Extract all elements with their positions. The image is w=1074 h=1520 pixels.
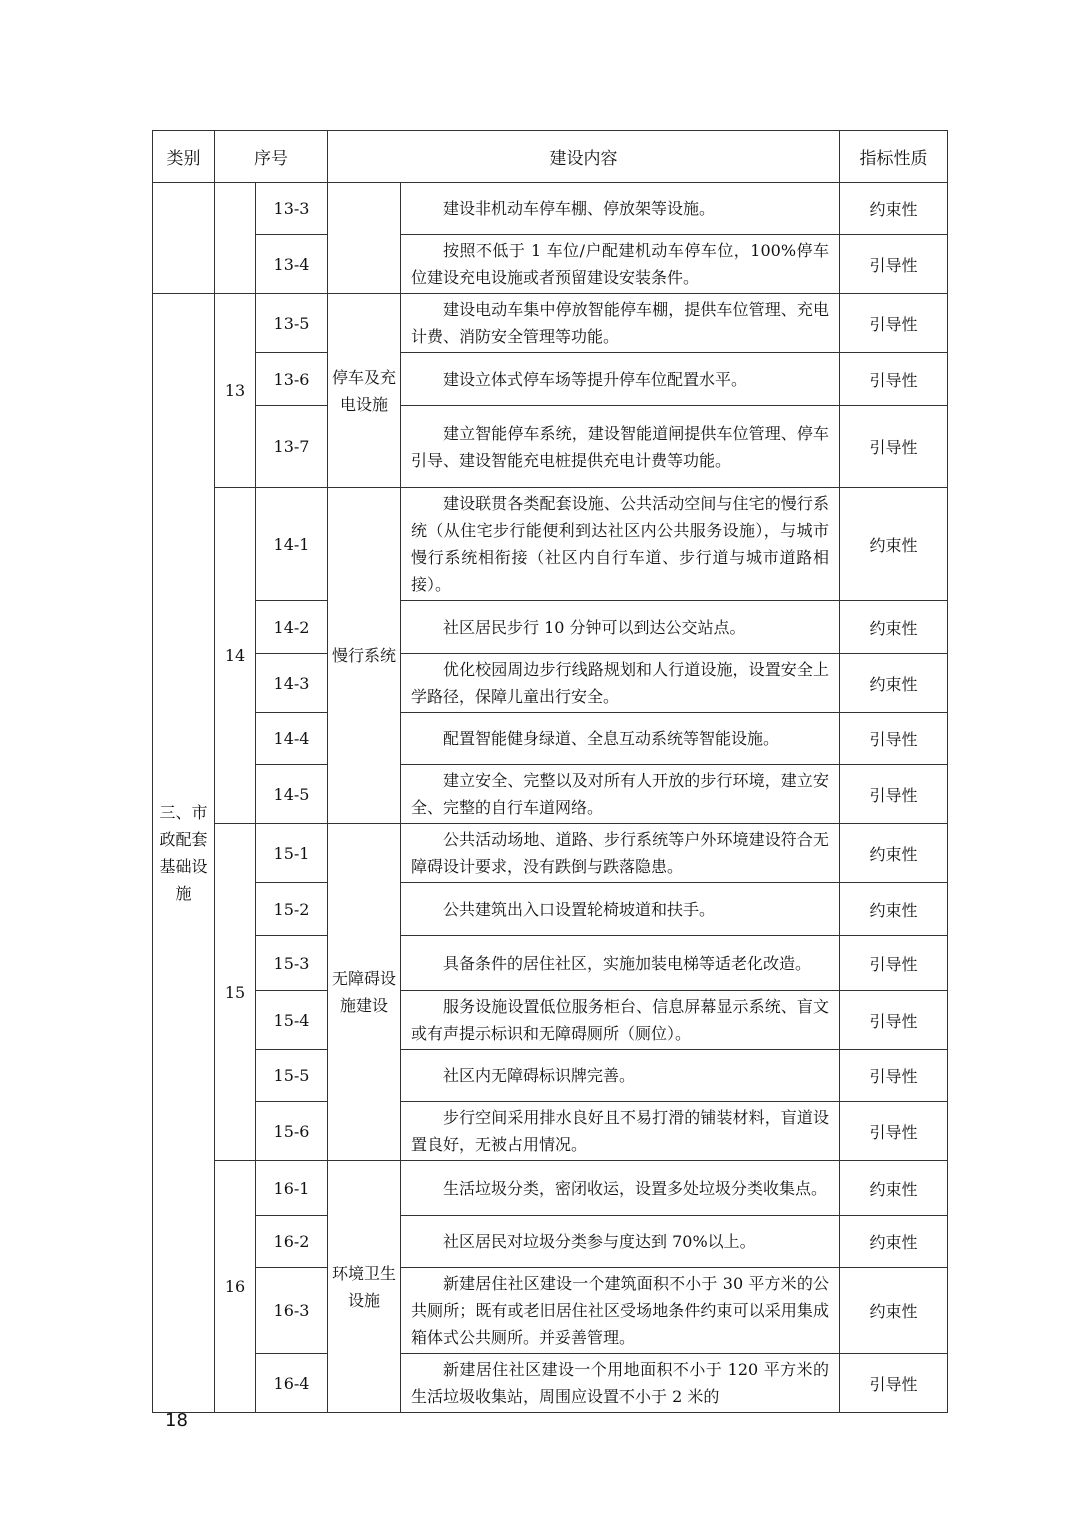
group-number: 15 [215,824,256,1161]
row-id: 13-6 [256,353,328,406]
row-id: 16-4 [256,1354,328,1413]
group-number: 13 [215,294,256,488]
row-id: 16-2 [256,1216,328,1268]
row-nature: 引导性 [840,1102,948,1161]
group-name: 无障碍设施建设 [328,824,401,1161]
standards-table [152,130,948,1413]
row-nature: 约束性 [840,654,948,713]
row-content: 步行空间采用排水良好且不易打滑的铺装材料，盲道设置良好，无被占用情况。 [401,1102,840,1161]
header-category: 类别 [153,131,215,183]
row-id: 15-3 [256,936,328,991]
row-content: 建设联贯各类配套设施、公共活动空间与住宅的慢行系统（从住宅步行能便利到达社区内公共服务设施），与城市慢行系统相衔接（社区内自行车道、步行道与城市道路相接）。 [401,488,840,601]
group-number: 14 [215,488,256,824]
category-cell: 三、市政配套基础设施 [153,294,215,1413]
table-row [153,1050,948,1102]
row-content: 社区居民步行 10 分钟可以到达公交站点。 [401,601,840,654]
row-nature: 约束性 [840,1268,948,1354]
table-row [153,824,948,883]
row-content: 公共建筑出入口设置轮椅坡道和扶手。 [401,883,840,936]
table-row [153,1354,948,1413]
row-nature: 引导性 [840,406,948,488]
row-id: 14-5 [256,765,328,824]
row-nature: 约束性 [840,1216,948,1268]
row-content: 新建居住社区建设一个用地面积不小于 120 平方米的生活垃圾收集站，周围应设置不小于 2 米的 [401,1354,840,1413]
row-content: 社区内无障碍标识牌完善。 [401,1050,840,1102]
table-row [153,765,948,824]
row-content: 公共活动场地、道路、步行系统等户外环境建设符合无障碍设计要求，没有跌倒与跌落隐患。 [401,824,840,883]
row-content: 建设立体式停车场等提升停车位配置水平。 [401,353,840,406]
page-number: 18 [165,1410,188,1431]
category-continued-cell [153,183,215,294]
group-number: 16 [215,1161,256,1413]
row-id: 13-3 [256,183,328,235]
row-nature: 引导性 [840,991,948,1050]
row-nature: 引导性 [840,936,948,991]
group-name: 停车及充电设施 [328,294,401,488]
row-id: 13-7 [256,406,328,488]
row-id: 13-4 [256,235,328,294]
row-content: 建立智能停车系统，建设智能道闸提供车位管理、停车引导、建设智能充电桩提供充电计费等功能。 [401,406,840,488]
row-content: 新建居住社区建设一个建筑面积不小于 30 平方米的公共厕所；既有或老旧居住社区受场地条件约束可以采用集成箱体式公共厕所。并妥善管理。 [401,1268,840,1354]
group-continued-cell [215,183,256,294]
table-row [153,1161,948,1216]
row-content: 具备条件的居住社区，实施加装电梯等适老化改造。 [401,936,840,991]
table-row [153,294,948,353]
row-nature: 约束性 [840,183,948,235]
row-content: 服务设施设置低位服务柜台、信息屏幕显示系统、盲文或有声提示标识和无障碍厕所（厕位）。 [401,991,840,1050]
group-name: 环境卫生设施 [328,1161,401,1413]
row-nature: 约束性 [840,601,948,654]
row-nature: 引导性 [840,235,948,294]
row-nature: 引导性 [840,1354,948,1413]
table-row [153,883,948,936]
header-nature: 指标性质 [840,131,948,183]
row-id: 14-1 [256,488,328,601]
row-id: 16-1 [256,1161,328,1216]
row-id: 13-5 [256,294,328,353]
table-row [153,235,948,294]
row-content: 生活垃圾分类，密闭收运，设置多处垃圾分类收集点。 [401,1161,840,1216]
table-row [153,183,948,235]
table-row [153,488,948,601]
table-row [153,1102,948,1161]
row-id: 15-4 [256,991,328,1050]
row-content: 社区居民对垃圾分类参与度达到 70%以上。 [401,1216,840,1268]
row-content: 建设非机动车停车棚、停放架等设施。 [401,183,840,235]
table-row [153,601,948,654]
table-row [153,1216,948,1268]
row-id: 15-1 [256,824,328,883]
row-nature: 引导性 [840,765,948,824]
header-row [153,131,948,183]
row-content: 建设电动车集中停放智能停车棚，提供车位管理、充电计费、消防安全管理等功能。 [401,294,840,353]
row-id: 14-3 [256,654,328,713]
row-nature: 引导性 [840,713,948,765]
row-nature: 约束性 [840,1161,948,1216]
group-name: 慢行系统 [328,488,401,824]
row-content: 按照不低于 1 车位/户配建机动车停车位，100%停车位建设充电设施或者预留建设安装条件。 [401,235,840,294]
table-row [153,654,948,713]
row-id: 14-2 [256,601,328,654]
row-nature: 引导性 [840,353,948,406]
row-content: 建立安全、完整以及对所有人开放的步行环境，建立安全、完整的自行车道网络。 [401,765,840,824]
header-content: 建设内容 [328,131,840,183]
row-nature: 约束性 [840,824,948,883]
table-row [153,1268,948,1354]
row-nature: 约束性 [840,883,948,936]
row-id: 14-4 [256,713,328,765]
header-number: 序号 [215,131,328,183]
row-id: 15-5 [256,1050,328,1102]
row-id: 15-2 [256,883,328,936]
subgroup-continued-cell [328,183,401,294]
row-id: 15-6 [256,1102,328,1161]
row-id: 16-3 [256,1268,328,1354]
row-nature: 约束性 [840,488,948,601]
row-nature: 引导性 [840,1050,948,1102]
table-row [153,406,948,488]
row-nature: 引导性 [840,294,948,353]
table-row [153,353,948,406]
row-content: 配置智能健身绿道、全息互动系统等智能设施。 [401,713,840,765]
row-content: 优化校园周边步行线路规划和人行道设施，设置安全上学路径，保障儿童出行安全。 [401,654,840,713]
table-row [153,991,948,1050]
table-row [153,713,948,765]
table-row [153,936,948,991]
